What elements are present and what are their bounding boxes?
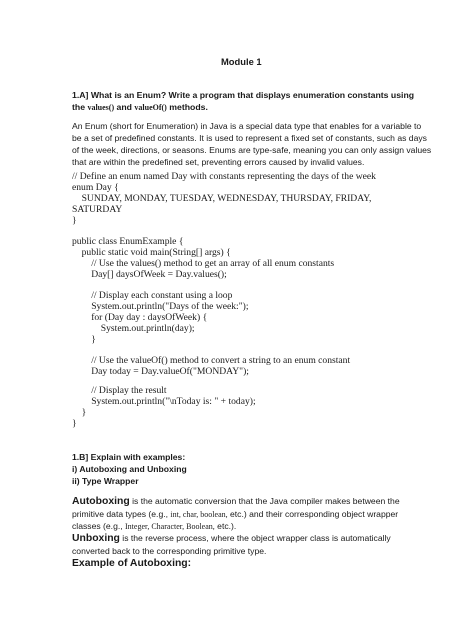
code-line: } [72,215,77,226]
autoboxing-line: classes (e.g., Integer, Character, Boolean, etc.). [72,521,237,531]
code-line: System.out.println("Days of the week:"); [72,301,249,312]
code-line: System.out.println("\nToday is: " + today); [72,396,256,407]
code-line: public class EnumExample { [72,236,184,247]
code-line: } [72,418,77,429]
question-1a-heading-line2: the values() and valueOf() methods. [72,102,208,112]
unboxing-line: converted back to the corresponding primitive type. [72,546,267,556]
question-1b-heading-line: ii) Type Wrapper [72,476,139,486]
code-line: // Define an enum named Day with constants representing the days of the week [72,171,376,182]
unboxing-line: Unboxing is the reverse process, where the object wrapper class is automatically [72,533,391,544]
question-1b-heading-line: i) Autoboxing and Unboxing [72,464,187,474]
code-line: SUNDAY, MONDAY, TUESDAY, WEDNESDAY, THURSDAY, FRIDAY, [72,193,372,204]
code-line: // Use the values() method to get an array of all enum constants [72,258,335,269]
enum-paragraph-line: that are within the predefined set, preventing errors caused by invalid values. [72,157,365,167]
autoboxing-term: Autoboxing [72,496,130,507]
enum-paragraph-line: An Enum (short for Enumeration) in Java is a special data type that enables for a variable to [72,121,422,131]
code-line: Day[] daysOfWeek = Day.values(); [72,269,227,280]
code-line: System.out.println(day); [72,323,195,334]
code-line: for (Day day : daysOfWeek) { [72,312,208,323]
question-1b-heading-line: 1.B] Explain with examples: [72,452,186,462]
example-heading: Example of Autoboxing: [72,558,192,569]
question-1a-heading-line1: 1.A] What is an Enum? Write a program that displays enumeration constants using [72,90,415,100]
code-line: enum Day { [72,182,119,193]
code-line: } [72,407,87,418]
enum-paragraph-line: be a set of predefined constants. It is used to represent a fixed set of constants, such as days [72,133,427,143]
code-line: // Display each constant using a loop [72,290,233,301]
code-line: SATURDAY [72,204,123,215]
enum-paragraph-line: of the week, directions, or seasons. Enums are type-safe, meaning you can only assign values [72,145,432,155]
code-line: // Use the valueOf() method to convert a string to an enum constant [72,355,351,366]
page-title: Module 1 [221,56,262,67]
autoboxing-line: primitive data types (e.g., int, char, boolean, etc.) and their corresponding object wrapper [72,509,399,519]
code-line: } [72,334,96,345]
unboxing-term: Unboxing [72,533,120,544]
code-line: public static void main(String[] args) { [72,247,231,258]
code-line: Day today = Day.valueOf("MONDAY"); [72,366,249,377]
autoboxing-line: Autoboxing is the automatic conversion that the Java compiler makes between the [72,496,400,507]
code-line: // Display the result [72,385,167,396]
